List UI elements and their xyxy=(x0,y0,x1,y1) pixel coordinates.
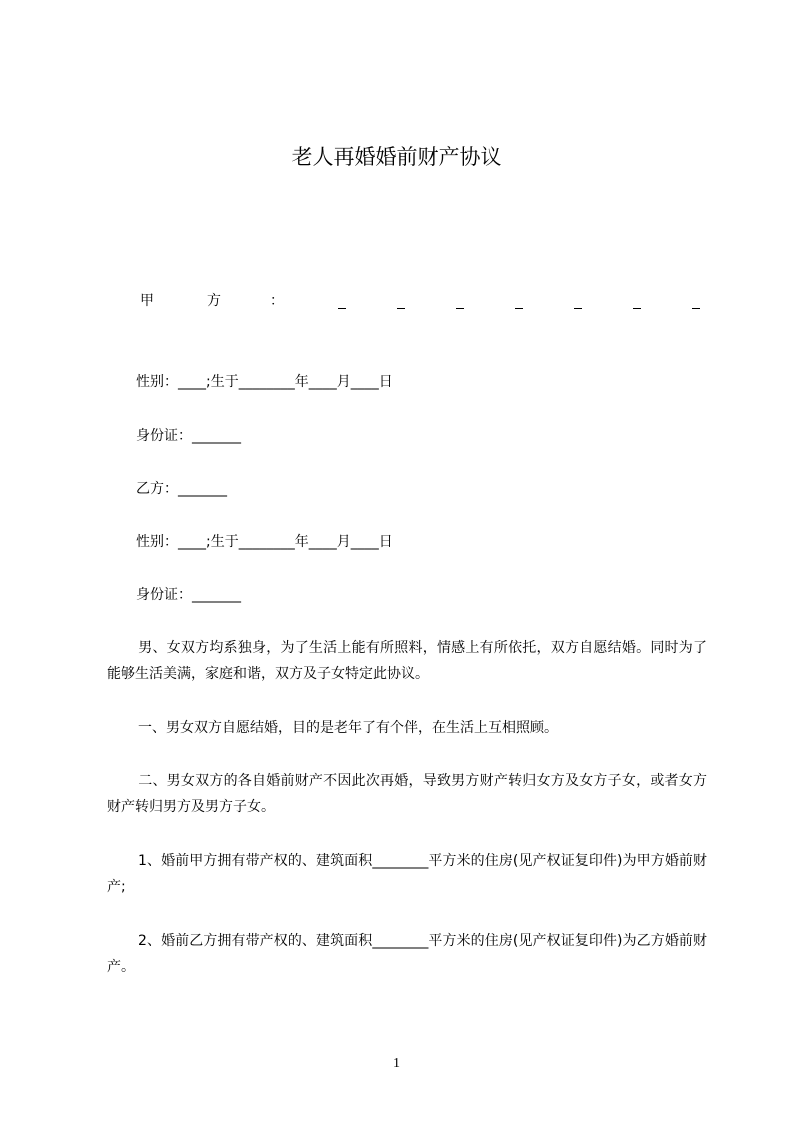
item-2-text: 2、婚前乙方拥有带产权的、建筑面积________平方米的住房(见产权证复印件)为乙方婚前财产。 xyxy=(107,933,707,975)
clause-2 xyxy=(107,768,707,820)
blank-segment xyxy=(456,298,464,309)
party-b-id: 身份证：_______ xyxy=(136,587,241,603)
intro-text: 男、女双方均系独身，为了生活上能有所照料，情感上有所依托，双方自愿结婚。同时为了能够生活美满，家庭和谐，双方及子女特定此协议。 xyxy=(107,640,707,682)
item-1 xyxy=(107,848,707,900)
party-a-name-blank xyxy=(338,298,704,310)
page-number: 1 xyxy=(393,1056,400,1071)
blank-segment xyxy=(338,298,346,309)
item-2 xyxy=(107,928,707,980)
clause-1-text: 一、男女双方自愿结婚，目的是老年了有个伴，在生活上互相照顾。 xyxy=(138,720,558,736)
intro-paragraph xyxy=(107,635,707,687)
document-title: 老人再婚婚前财产协议 xyxy=(291,145,502,169)
party-b-gender-birth: 性别：____;生于________年____月____日 xyxy=(136,534,393,550)
blank-segment xyxy=(692,298,700,309)
blank-segment xyxy=(515,298,523,309)
blank-segment xyxy=(574,298,582,309)
party-a-label-char2: 方 xyxy=(207,293,221,309)
item-1-text: 1、婚前甲方拥有带产权的、建筑面积________平方米的住房(见产权证复印件)为甲方婚前财产; xyxy=(107,853,707,895)
clause-2-text: 二、男女双方的各自婚前财产不因此次再婚，导致男方财产转归女方及女方子女，或者女方财产转归男方及男方子女。 xyxy=(107,773,707,815)
party-a-label-char1: 甲 xyxy=(140,293,154,309)
blank-segment xyxy=(397,298,405,309)
party-a-id: 身份证：_______ xyxy=(136,428,241,444)
clause-1 xyxy=(107,715,707,741)
blank-segment xyxy=(633,298,641,309)
party-a-colon: ： xyxy=(270,293,284,309)
party-b-name: 乙方：_______ xyxy=(136,481,227,497)
party-a-gender-birth: 性别：____;生于________年____月____日 xyxy=(136,374,393,390)
